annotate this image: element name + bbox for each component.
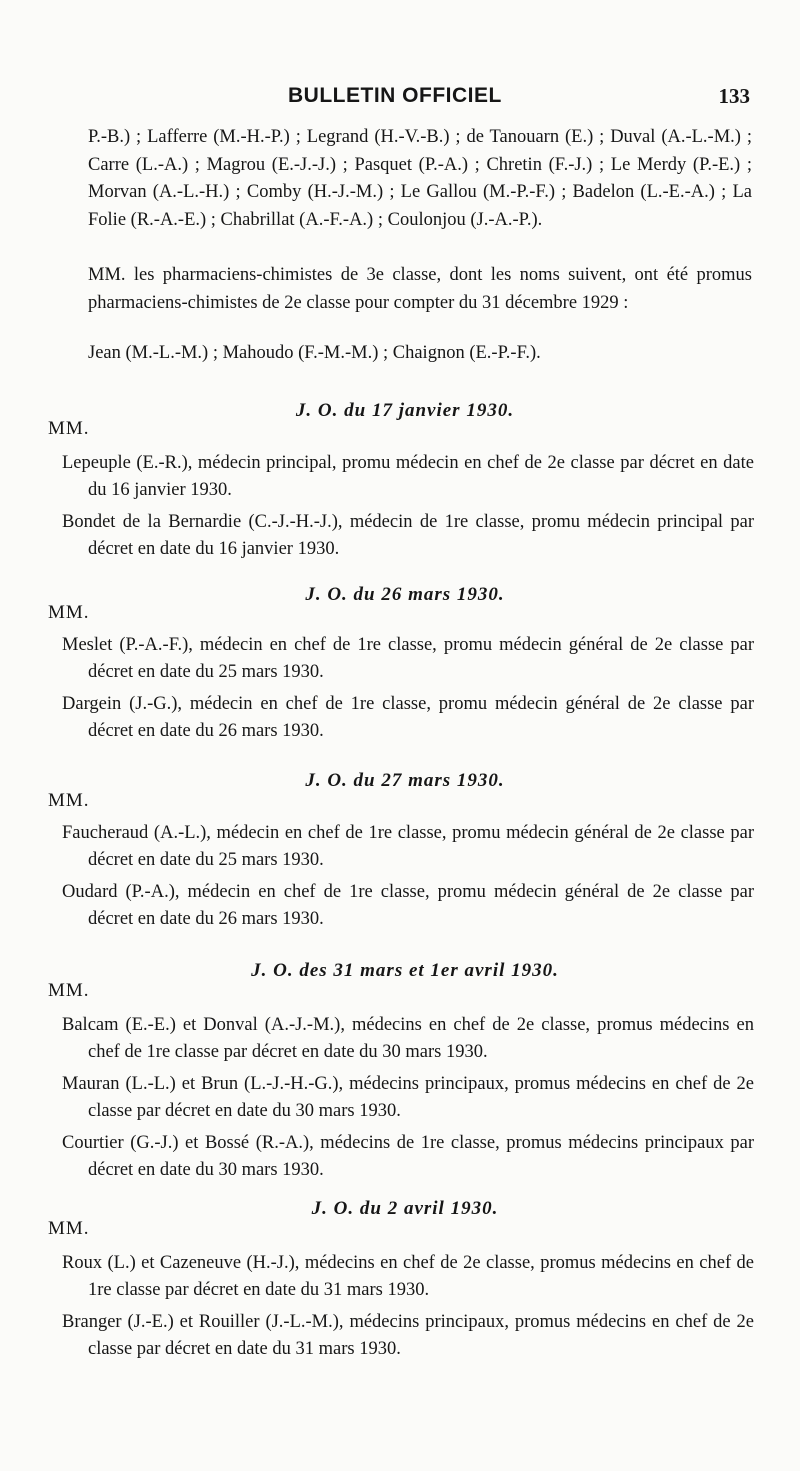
list-item: Courtier (G.-J.) et Bossé (R.-A.), médecins de 1re classe, promus médecins principaux par décret en date du 30 mars 1930.: [62, 1133, 754, 1180]
list-item: Branger (J.-E.) et Rouiller (J.-L.-M.), médecins principaux, promus médecins en chef de 2e classe par décret en date du 31 mars 1930.: [62, 1312, 754, 1359]
mm-label: MM.: [48, 790, 90, 811]
mm-label: MM.: [48, 1218, 90, 1239]
mm-label: MM.: [48, 418, 90, 439]
mm-label: MM.: [48, 602, 90, 623]
section-entries: [62, 820, 754, 933]
list-item: Mauran (L.-L.) et Brun (L.-J.-H.-G.), médecins principaux, promus médecins en chef de 2e classe par décret en date du 30 mars 1930.: [62, 1074, 754, 1121]
section-heading: J. O. du 26 mars 1930.: [305, 584, 505, 605]
section-heading: J. O. du 27 mars 1930.: [305, 770, 505, 791]
list-item: Dargein (J.-G.), médecin en chef de 1re classe, promu médecin général de 2e classe par décret en date du 26 mars 1930.: [62, 694, 754, 741]
continuation-text: P.-B.) ; Lafferre (M.-H.-P.) ; Legrand (H.-V.-B.) ; de Tanouarn (E.) ; Duval (A.-L.-M.) ; Carre (L.-A.) ; Magrou (E.-J.-J.) ; Pasquet (P.-A.) ; Chretin (F.-J.) ; Le Merdy (P.-E.) ; Morvan (A.-L.-H.) ; Comby (H.-J.-M.) ; Le Gallou (M.-P.-F.) ; Badelon (L.-E.-A.) ; La Folie (R.-A.-E.) ; Chabrillat (A.-F.-A.) ; Coulonjou (J.-A.-P.).: [88, 127, 752, 230]
list-item: Faucheraud (A.-L.), médecin en chef de 1re classe, promu médecin général de 2e classe par décret en date du 25 mars 1930.: [62, 823, 754, 870]
section-entries: [62, 632, 754, 745]
list-item: Bondet de la Bernardie (C.-J.-H.-J.), médecin de 1re classe, promu médecin principal par décret en date du 16 janvier 1930.: [62, 512, 754, 559]
section-heading: J. O. du 17 janvier 1930.: [295, 400, 515, 421]
mm-label: MM.: [48, 980, 90, 1001]
section-entries: [62, 1250, 754, 1363]
section-entries: [62, 450, 754, 563]
section-heading: J. O. des 31 mars et 1er avril 1930.: [251, 960, 559, 981]
section-heading: J. O. du 2 avril 1930.: [311, 1198, 499, 1219]
pharmaciens-names-paragraph: [88, 340, 752, 368]
list-item: Oudard (P.-A.), médecin en chef de 1re classe, promu médecin général de 2e classe par décret en date du 26 mars 1930.: [62, 882, 754, 929]
list-item: Balcam (E.-E.) et Donval (A.-J.-M.), médecins en chef de 2e classe, promus médecins en chef de 1re classe par décret en date du 30 mars 1930.: [62, 1015, 754, 1062]
section-entries: [62, 1012, 754, 1184]
pharmaciens-names: Jean (M.-L.-M.) ; Mahoudo (F.-M.-M.) ; Chaignon (E.-P.-F.).: [88, 343, 541, 363]
list-item: Roux (L.) et Cazeneuve (H.-J.), médecins en chef de 2e classe, promus médecins en chef de 1re classe par décret en date du 31 mars 1930.: [62, 1253, 754, 1300]
continuation-paragraph: [88, 124, 752, 234]
list-item: Meslet (P.-A.-F.), médecin en chef de 1re classe, promu médecin général de 2e classe par décret en date du 25 mars 1930.: [62, 635, 754, 682]
running-head: [60, 84, 750, 112]
pharmaciens-paragraph: [88, 262, 752, 317]
pharmaciens-text: MM. les pharmaciens-chimistes de 3e classe, dont les noms suivent, ont été promus pharmaciens-chimistes de 2e classe pour compter du 31 décembre 1929 :: [88, 265, 752, 313]
list-item: Lepeuple (E.-R.), médecin principal, promu médecin en chef de 2e classe par décret en date du 16 janvier 1930.: [62, 453, 754, 500]
page-number: 133: [718, 84, 750, 108]
running-title: BULLETIN OFFICIEL: [288, 84, 502, 107]
